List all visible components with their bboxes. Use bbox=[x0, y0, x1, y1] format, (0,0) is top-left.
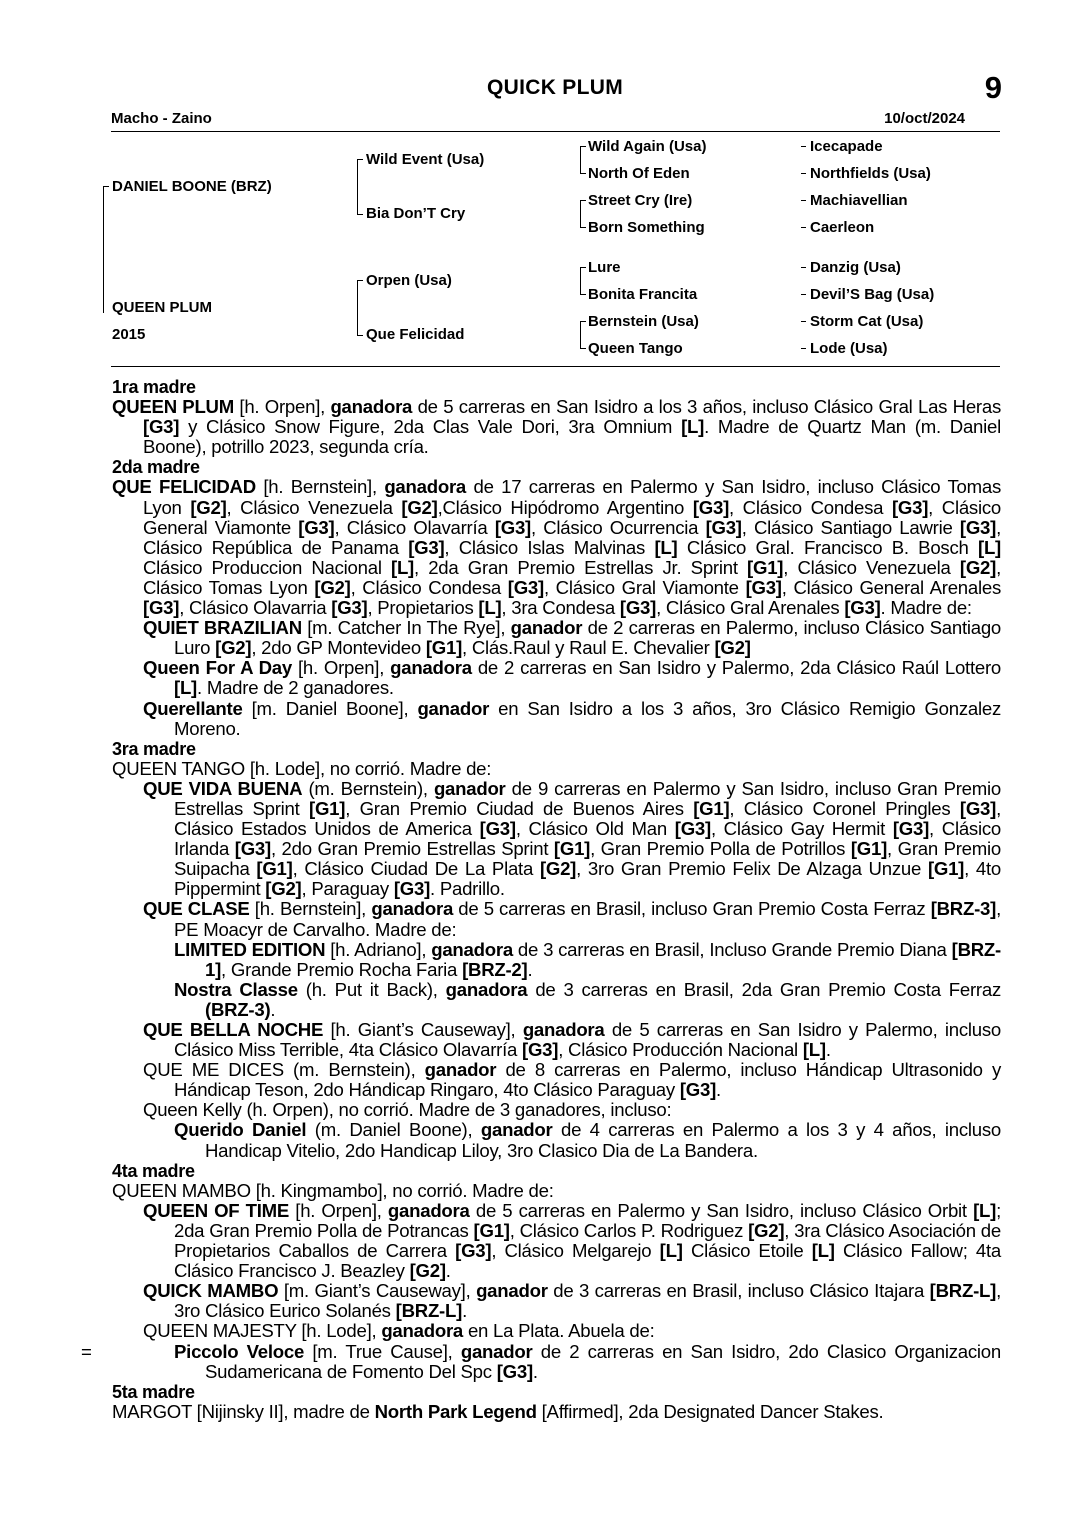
bold-text: [G2] bbox=[215, 637, 252, 659]
entry-text: de 17 carreras en Palermo y San Isidro, incluso Clásico Tomas Lyon bbox=[143, 476, 1001, 518]
bold-text: [G2] bbox=[190, 496, 227, 518]
entry-text: , Clásico Ocurrencia bbox=[531, 516, 706, 538]
bold-text: [G1] bbox=[850, 838, 888, 860]
bold-text: [L] bbox=[659, 1240, 683, 1262]
entry-text: [m. True Cause], bbox=[304, 1340, 461, 1362]
entry-text: , Propietarios bbox=[367, 597, 479, 619]
entry-marker: = bbox=[81, 1340, 92, 1362]
bold-text: [G2] bbox=[959, 556, 997, 578]
family-entry bbox=[112, 1060, 1001, 1100]
entry-text: . Madre de 2 ganadores. bbox=[197, 677, 394, 699]
pedigree-sire: DANIEL BOONE (BRZ) bbox=[112, 178, 272, 195]
entry-text: , Gran Premio Suipacha bbox=[174, 838, 1001, 880]
bold-text: [G3] bbox=[891, 496, 929, 518]
entry-text: , 3ra Condesa bbox=[501, 597, 620, 619]
bold-text: ganador bbox=[480, 1119, 553, 1141]
entry-text: . bbox=[716, 1079, 721, 1101]
bold-text: [G3] bbox=[679, 1079, 717, 1101]
horse-name-title: QUICK PLUM bbox=[487, 76, 623, 99]
dam-heading: 3ra madre bbox=[112, 738, 196, 759]
entry-text: , Clásico Olavarría bbox=[334, 516, 495, 538]
pedigree-dash bbox=[801, 321, 806, 322]
entry-text: [m. Catcher In The Rye], bbox=[301, 617, 511, 639]
bold-text: QUICK MAMBO bbox=[143, 1280, 279, 1302]
bold-text: ganador bbox=[510, 617, 583, 639]
family-entry bbox=[112, 1321, 1001, 1341]
entry-text: Clásico Fallow; 4ta Clásico Francisco J. Beazley bbox=[174, 1240, 1001, 1282]
family-entry bbox=[112, 397, 1001, 457]
bold-text: [G3] bbox=[959, 797, 997, 819]
entry-text: . bbox=[532, 1360, 538, 1382]
pedigree-dash bbox=[801, 146, 806, 147]
pedigree-gen2: Bia Don’T Cry bbox=[366, 205, 466, 222]
entry-text: Clásico Produccion Nacional bbox=[143, 556, 391, 578]
family-entry bbox=[112, 779, 1001, 900]
bold-text: [G1] bbox=[309, 797, 346, 819]
entry-text: QUEEN TANGO [h. Lode], no corrió. Madre de: bbox=[112, 757, 492, 779]
entry-text: , 3ro Gran Premio Felix De Alzaga Unzue bbox=[576, 858, 928, 880]
entry-text: . bbox=[445, 1260, 451, 1282]
entry-text: , Grande Premio Rocha Faria bbox=[221, 958, 463, 980]
family-entry bbox=[112, 1402, 1001, 1422]
family-entry bbox=[112, 899, 1001, 939]
header-rule bbox=[111, 131, 1000, 132]
family-entry bbox=[112, 1020, 1001, 1060]
bold-text: [G3] bbox=[331, 597, 368, 619]
bold-text: QUE BELLA NOCHE bbox=[143, 1019, 324, 1040]
bold-text: [G3] bbox=[619, 597, 657, 619]
sex-color-label: Macho - Zaino bbox=[111, 110, 212, 127]
entry-text: , 4to Pippermint bbox=[174, 858, 1002, 900]
pedigree-gen3: Born Something bbox=[588, 219, 705, 236]
pedigree-dash bbox=[801, 200, 806, 201]
pedigree-dash bbox=[801, 173, 806, 174]
family-entry bbox=[81, 1340, 1001, 1382]
entry-text: de 8 carreras en Palermo, incluso Hándicap Ultrasonido y Hándicap Teson, 2do Hándicap Ringaro, 4to Clásico Paraguay bbox=[174, 1059, 1001, 1101]
dam-heading: 5ta madre bbox=[112, 1381, 195, 1402]
entry-text: QUEEN MAJESTY [h. Lode], bbox=[143, 1320, 382, 1342]
bold-text: [G1] bbox=[473, 1219, 510, 1241]
entry-text: de 3 carreras en Brasil, incluso Clásico Itajara bbox=[547, 1280, 930, 1302]
bold-text: [G1] bbox=[256, 858, 293, 880]
entry-text: , 2da Gran Premio Estrellas Jr. Sprint bbox=[414, 556, 748, 578]
entry-text: ; 2da Gran Premio Polla de Potrancas bbox=[174, 1199, 1001, 1241]
entry-text: , Clásico Gral Viamonte bbox=[543, 576, 746, 598]
bold-text: Piccolo Veloce bbox=[174, 1340, 305, 1362]
entry-text: , Clásico Producción Nacional bbox=[558, 1039, 803, 1061]
entry-text: . bbox=[270, 998, 276, 1020]
pedigree-gen4: Devil’S Bag (Usa) bbox=[810, 286, 935, 303]
entry-text: (h. Put it Back), bbox=[297, 978, 446, 1000]
pedigree-gen4: Machiavellian bbox=[810, 192, 908, 209]
bold-text: [G1] bbox=[747, 556, 784, 578]
entry-text: , Clásico Venezuela bbox=[783, 556, 960, 578]
bold-text: [G3] bbox=[674, 818, 711, 840]
bold-text: Queen For A Day bbox=[143, 657, 292, 679]
bold-text: [G3] bbox=[745, 576, 782, 598]
bold-text: [G3] bbox=[479, 818, 516, 840]
pedigree-gen3: Street Cry (Ire) bbox=[588, 192, 693, 209]
pedigree-dash bbox=[801, 267, 806, 268]
family-entry bbox=[112, 618, 1001, 658]
bold-text: ganadora bbox=[390, 657, 472, 679]
bold-text: [G3] bbox=[234, 838, 271, 860]
entry-text: [h. Orpen], bbox=[233, 396, 331, 418]
entry-text: de 5 carreras en Palermo y San Isidro, incluso Clásico Orbit bbox=[469, 1199, 974, 1221]
bold-text: Querellante bbox=[143, 697, 243, 719]
bold-text: ganadora bbox=[371, 898, 454, 920]
entry-text: , Clásico General Viamonte bbox=[143, 496, 1001, 538]
bold-text: [L] bbox=[973, 1199, 997, 1221]
bold-text: [L] bbox=[174, 677, 197, 699]
pedigree-bracket bbox=[580, 146, 586, 174]
pedigree-gen3: Wild Again (Usa) bbox=[588, 138, 707, 155]
bold-text: ganador bbox=[460, 1340, 533, 1362]
pedigree-gen4: Icecapade bbox=[810, 138, 883, 155]
pedigree-gen2: Wild Event (Usa) bbox=[366, 151, 485, 168]
entry-text: [m. Giant’s Causeway], bbox=[278, 1280, 477, 1302]
page-number: 9 bbox=[984, 70, 1002, 105]
pedigree-dash bbox=[801, 227, 806, 228]
bold-text: [G3] bbox=[143, 597, 180, 619]
entry-text: , Clásico Ciudad De La Plata bbox=[292, 858, 540, 880]
bold-text: QUE VIDA BUENA bbox=[143, 777, 303, 799]
pedigree-gen4: Northfields (Usa) bbox=[810, 165, 931, 182]
family-entry bbox=[112, 1201, 1001, 1281]
bold-text: [L] bbox=[978, 536, 1001, 558]
bold-text: QUEEN OF TIME bbox=[143, 1199, 290, 1221]
entry-text: , Paraguay bbox=[301, 878, 394, 900]
entry-text: [h. Orpen], bbox=[291, 657, 391, 679]
entry-text: en San Isidro a los 3 años, 3ro Clásico Remigio Gonzalez Moreno. bbox=[174, 697, 1002, 739]
entry-text: , Clásico Old Man bbox=[515, 818, 675, 840]
entry-text: en La Plata. Abuela de: bbox=[463, 1320, 655, 1342]
female-family-section bbox=[81, 377, 1002, 1422]
bold-text: [BRZ-L] bbox=[395, 1300, 463, 1322]
entry-text: MARGOT [Nijinsky II], madre de bbox=[112, 1400, 375, 1422]
pedigree-gen4: Caerleon bbox=[810, 219, 875, 236]
bold-text: [L] bbox=[681, 416, 705, 438]
bold-text: LIMITED EDITION bbox=[174, 938, 326, 960]
entry-text: de 4 carreras en Palermo a los 3 y 4 años, incluso Handicap Vitelio, 2do Handicap Liloy, 3ro Clasico Dia de La Bandera. bbox=[205, 1119, 1002, 1161]
pedigree-dash bbox=[801, 294, 806, 295]
bold-text: [G2] bbox=[748, 1219, 785, 1241]
bold-text: [G3] bbox=[692, 496, 730, 518]
bold-text: [BRZ-3] bbox=[930, 898, 997, 920]
bold-text: [G3] bbox=[844, 597, 881, 619]
bold-text: ganadora bbox=[445, 978, 528, 1000]
bold-text: [BRZ-2] bbox=[462, 958, 528, 980]
bold-text: [BRZ-1] bbox=[205, 938, 1001, 980]
entry-text: Clásico Gral. Francisco B. Bosch bbox=[677, 536, 978, 558]
pedigree-dam: QUEEN PLUM bbox=[112, 299, 213, 316]
bold-text: QUE FELICIDAD bbox=[112, 476, 256, 498]
family-entry bbox=[112, 759, 1001, 779]
entry-text: de 9 carreras en Palermo y San Isidro, incluso Gran Premio Estrellas Sprint bbox=[174, 777, 1001, 819]
bold-text: QUE CLASE bbox=[143, 898, 250, 920]
bold-text: [G1] bbox=[927, 858, 965, 880]
pedigree-gen3: Bonita Francita bbox=[588, 286, 698, 303]
dam-heading: 1ra madre bbox=[112, 377, 196, 397]
family-entry bbox=[112, 477, 1001, 618]
bold-text: (BRZ-3) bbox=[205, 998, 271, 1020]
entry-text: , Clásico Irlanda bbox=[174, 818, 1001, 860]
entry-text: , 3ro Clásico Eurico Solanés bbox=[174, 1280, 1001, 1322]
bold-text: ganador bbox=[433, 777, 506, 799]
pedigree-gen3: Bernstein (Usa) bbox=[588, 313, 699, 330]
bold-text: [G3] bbox=[496, 1360, 533, 1382]
bold-text: [G3] bbox=[507, 576, 544, 598]
entry-text: [h. Bernstein], bbox=[249, 898, 372, 920]
bold-text: ganadora bbox=[381, 1320, 464, 1342]
entry-text: , Clásico General Arenales bbox=[781, 576, 1001, 598]
entry-text: , Clásico Islas Malvinas bbox=[444, 536, 655, 558]
entry-text: . bbox=[527, 958, 533, 980]
pedigree-rule bbox=[111, 366, 1000, 367]
bold-text: [G2] bbox=[314, 576, 351, 598]
entry-text: , Gran Premio Polla de Potrillos bbox=[590, 838, 851, 860]
bold-text: [G3] bbox=[892, 818, 930, 840]
bold-text: QUEEN PLUM bbox=[112, 396, 234, 418]
entry-text: Clásico Etoile bbox=[682, 1240, 812, 1262]
family-entry bbox=[112, 1100, 1001, 1120]
bold-text: [G2] bbox=[401, 496, 438, 518]
bold-text: [L] bbox=[811, 1240, 835, 1262]
entry-text: de 5 carreras en San Isidro a los 3 años, incluso Clásico Gral Las Heras bbox=[412, 396, 1002, 418]
entry-text: , Clásico Condesa bbox=[350, 576, 508, 598]
entry-text: , 3ra Clásico Asociación de Propietarios Caballos de Carrera bbox=[174, 1219, 1001, 1262]
bold-text: [G1] bbox=[553, 838, 591, 860]
entry-text: . bbox=[825, 1039, 831, 1061]
entry-text: , Clásico Olavarria bbox=[179, 597, 332, 619]
entry-text: de 2 carreras en Palermo, incluso Clásico Santiago Luro bbox=[174, 617, 1002, 659]
pedigree-bracket bbox=[357, 280, 363, 336]
bold-text: Nostra Classe bbox=[174, 978, 298, 1000]
entry-text: , Clásico Gay Hermit bbox=[710, 818, 893, 840]
family-entry bbox=[112, 699, 1001, 739]
bold-text: [L] bbox=[802, 1039, 826, 1061]
entry-text: , Clásico Melgarejo bbox=[491, 1240, 660, 1262]
entry-text: de 3 carreras en Brasil, 2da Gran Premio Costa Ferraz bbox=[527, 978, 1001, 1000]
pedigree-gen4: Lode (Usa) bbox=[810, 340, 888, 357]
bold-text: ganador bbox=[424, 1059, 497, 1081]
bold-text: [G3] bbox=[455, 1240, 492, 1262]
pedigree-gen2: Orpen (Usa) bbox=[366, 272, 452, 289]
pedigree-gen2: Que Felicidad bbox=[366, 326, 465, 343]
bold-text: [G3] bbox=[393, 878, 431, 900]
entry-text: , Clásico Gral Arenales bbox=[656, 597, 845, 619]
pedigree-gen3: Lure bbox=[588, 259, 621, 276]
family-entry bbox=[112, 1181, 1001, 1201]
bold-text: [G2] bbox=[265, 878, 302, 900]
bold-text: [L] bbox=[478, 597, 502, 619]
entry-text: QUE ME DICES (m. Bernstein), bbox=[143, 1059, 425, 1081]
bold-text: QUIET BRAZILIAN bbox=[143, 617, 302, 639]
entry-text: Queen Kelly (h. Orpen), no corrió. Madre de 3 ganadores, incluso: bbox=[143, 1099, 672, 1121]
bold-text: ganadora bbox=[387, 1199, 470, 1221]
entry-text: . Padrillo. bbox=[430, 878, 505, 900]
entry-text: de 5 carreras en Brasil, incluso Gran Premio Costa Ferraz bbox=[453, 898, 931, 920]
bold-text: [G1] bbox=[693, 797, 730, 819]
entry-text: de 5 carreras en San Isidro y Palermo, incluso Clásico Miss Terrible, 4ta Clásico Olavarría bbox=[174, 1019, 1001, 1061]
bold-text: [G3] bbox=[494, 516, 531, 538]
bold-text: ganadora bbox=[330, 396, 413, 418]
bold-text: [G3] bbox=[408, 536, 445, 558]
entry-text: , 2do GP Montevideo bbox=[251, 637, 426, 659]
bold-text: [BRZ-L] bbox=[929, 1280, 997, 1302]
entry-text: y Clásico Snow Figure, 2da Clas Vale Dori, 3ra Omnium bbox=[179, 416, 682, 438]
date-label: 10/oct/2024 bbox=[884, 110, 965, 127]
pedigree-bracket bbox=[580, 321, 586, 349]
entry-text: , Clás.Raul y Raul E. Chevalier bbox=[462, 637, 715, 659]
entry-text: [h. Adriano], bbox=[325, 938, 432, 960]
bold-text: [G3] bbox=[959, 516, 997, 538]
entry-text: . Madre de Quartz Man (m. Daniel Boone), potrillo 2023, segunda cría. bbox=[143, 416, 1001, 458]
bold-text: ganadora bbox=[384, 476, 467, 498]
bold-text: [G2] bbox=[714, 637, 751, 659]
entry-text: (m. Bernstein), bbox=[302, 777, 434, 799]
pedigree-gen4: Storm Cat (Usa) bbox=[810, 313, 924, 330]
entry-text: , Clásico Santiago Lawrie bbox=[741, 516, 960, 538]
family-entry bbox=[112, 658, 1001, 698]
dam-heading: 2da madre bbox=[112, 457, 200, 478]
entry-text: . bbox=[462, 1300, 467, 1322]
bold-text: [G3] bbox=[298, 516, 335, 538]
entry-text: [Affirmed], 2da Designated Dancer Stakes. bbox=[536, 1400, 884, 1422]
entry-text: , PE Moacyr de Carvalho. Madre de: bbox=[174, 898, 1001, 940]
bold-text: ganadora bbox=[522, 1019, 605, 1040]
bold-text: ganador bbox=[476, 1280, 548, 1302]
bold-text: [L] bbox=[654, 536, 678, 558]
family-entry bbox=[112, 1281, 1001, 1321]
bold-text: Querido Daniel bbox=[174, 1119, 307, 1141]
bold-text: ganadora bbox=[431, 938, 513, 960]
entry-text: ,Clásico Hipódromo Argentino bbox=[437, 496, 693, 518]
bold-text: North Park Legend bbox=[374, 1400, 537, 1422]
entry-text: . Madre de: bbox=[880, 597, 972, 619]
entry-text: [h. Orpen], bbox=[289, 1199, 388, 1221]
pedigree-bracket bbox=[103, 186, 109, 313]
entry-text: [h. Bernstein], bbox=[255, 476, 385, 498]
pedigree-bracket bbox=[357, 159, 363, 215]
entry-text: de 2 carreras en San Isidro y Palermo, 2da Clásico Raúl Lottero bbox=[471, 657, 1001, 679]
pedigree-bracket bbox=[580, 267, 586, 295]
bold-text: ganador bbox=[417, 697, 490, 719]
pedigree-gen3: North Of Eden bbox=[588, 165, 690, 182]
entry-text: , Clásico Venezuela bbox=[226, 496, 402, 518]
bold-text: [G3] bbox=[705, 516, 742, 538]
entry-text: , Clásico Tomas Lyon bbox=[143, 556, 1001, 598]
entry-text: , Gran Premio Ciudad de Buenos Aires bbox=[345, 797, 694, 819]
pedigree-bracket bbox=[580, 200, 586, 228]
bold-text: [L] bbox=[391, 556, 414, 578]
entry-text: , Clásico República de Panama bbox=[143, 516, 1001, 558]
family-entry bbox=[112, 1120, 1001, 1160]
bold-text: [G2] bbox=[409, 1260, 446, 1282]
entry-text: (m. Daniel Boone), bbox=[306, 1119, 481, 1141]
pedigree-gen3: Queen Tango bbox=[588, 340, 683, 357]
entry-text: [h. Giant’s Causeway], bbox=[323, 1019, 523, 1040]
pedigree-gen4: Danzig (Usa) bbox=[810, 259, 901, 276]
bold-text: [G3] bbox=[143, 416, 180, 438]
entry-text: , Clásico Coronel Pringles bbox=[729, 797, 960, 819]
pedigree-dash bbox=[801, 348, 806, 349]
bold-text: [G1] bbox=[425, 637, 463, 659]
entry-text: , Clásico Condesa bbox=[729, 496, 892, 518]
entry-text: [m. Daniel Boone], bbox=[242, 697, 418, 719]
family-entry bbox=[112, 940, 1001, 980]
entry-text: , Clásico Estados Unidos de America bbox=[174, 797, 1001, 840]
dam-heading: 4ta madre bbox=[112, 1160, 195, 1181]
entry-text: QUEEN MAMBO [h. Kingmambo], no corrió. Madre de: bbox=[112, 1179, 554, 1201]
entry-text: , Clásico Carlos P. Rodriguez bbox=[509, 1219, 749, 1241]
family-entry bbox=[112, 980, 1001, 1020]
entry-text: , 2do Gran Premio Estrellas Sprint bbox=[270, 838, 554, 860]
entry-text: de 2 carreras en San Isidro, 2do Clasico Organizacion Sudamericana de Fomento Del Spc bbox=[205, 1340, 1001, 1382]
entry-text: de 3 carreras en Brasil, Incluso Grande Premio Diana bbox=[512, 938, 952, 960]
bold-text: [G3] bbox=[522, 1039, 559, 1061]
bold-text: [G2] bbox=[539, 858, 577, 880]
birth-year: 2015 bbox=[112, 326, 146, 343]
